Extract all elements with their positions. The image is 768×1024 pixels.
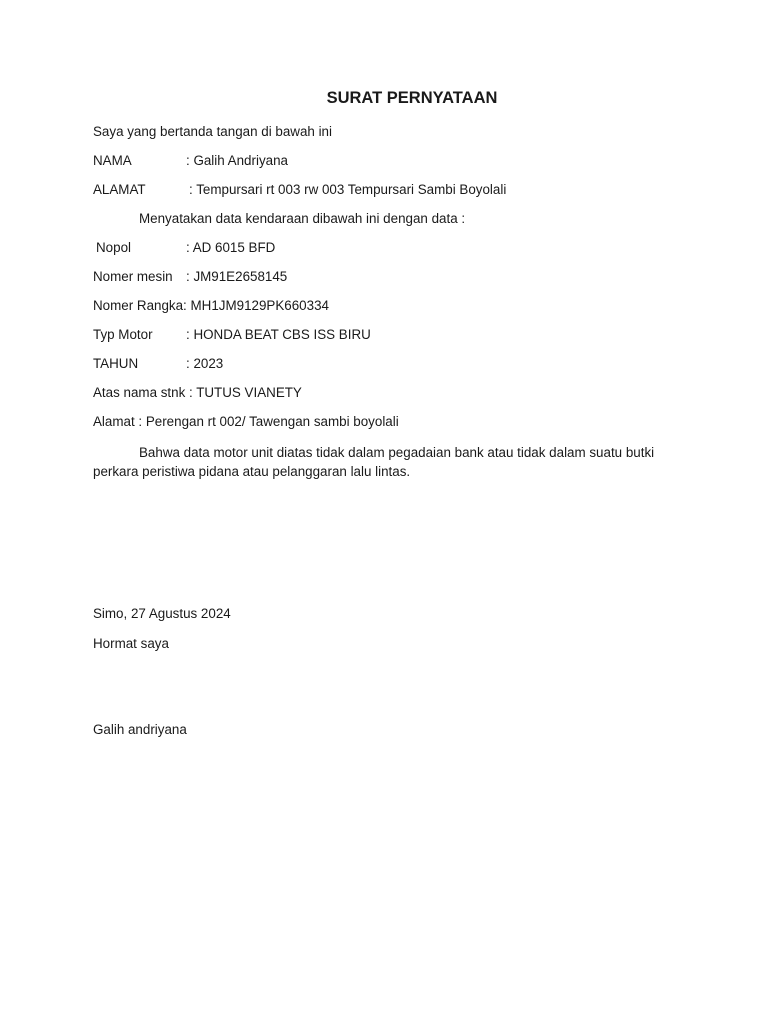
alamat-value: : Tempursari rt 003 rw 003 Tempursari Sambi Boyolali <box>189 182 507 197</box>
alamat-label: ALAMAT <box>93 182 146 197</box>
typ-motor-label: Typ Motor <box>93 327 153 342</box>
nomer-rangka-value: MH1JM9129PK660334 <box>190 298 329 313</box>
document-title: SURAT PERNYATAAN <box>326 89 498 107</box>
intro-line: Saya yang bertanda tangan di bawah ini <box>93 124 332 139</box>
nopol-row <box>93 240 275 255</box>
alamat-row <box>93 182 506 197</box>
statement-line: Menyatakan data kendaraan dibawah ini dengan data : <box>139 211 466 226</box>
declaration-paragraph: Bahwa data motor unit diatas tidak dalam pegadaian bank atau tidak dalam suatu butki perkara peristiwa pidana atau pelanggaran lalu lintas. <box>93 445 655 479</box>
typ-motor-value: : HONDA BEAT CBS ISS BIRU <box>186 327 371 342</box>
nama-label: NAMA <box>93 153 132 168</box>
typ-motor-row <box>93 327 371 342</box>
nama-row <box>93 153 288 168</box>
atas-nama-line: Atas nama stnk : TUTUS VIANETY <box>93 385 302 400</box>
nopol-label: Nopol <box>96 240 131 255</box>
tahun-label: TAHUN <box>93 356 139 371</box>
nomer-rangka-label: Nomer Rangka: <box>93 298 187 313</box>
nomer-rangka-row <box>93 298 329 313</box>
tahun-row <box>93 356 223 371</box>
nomer-mesin-label: Nomer mesin <box>93 269 173 284</box>
signature-name: Galih andriyana <box>93 722 187 737</box>
tahun-value: : 2023 <box>186 356 224 371</box>
nopol-value: : AD 6015 BFD <box>186 240 276 255</box>
nama-value: : Galih Andriyana <box>186 153 288 168</box>
closing-line: Hormat saya <box>93 636 169 651</box>
nomer-mesin-value: : JM91E2658145 <box>186 269 288 284</box>
place-date-line: Simo, 27 Agustus 2024 <box>93 606 231 621</box>
alamat-stnk-line: Alamat : Perengan rt 002/ Tawengan sambi boyolali <box>93 414 399 429</box>
nomer-mesin-row <box>93 269 287 284</box>
